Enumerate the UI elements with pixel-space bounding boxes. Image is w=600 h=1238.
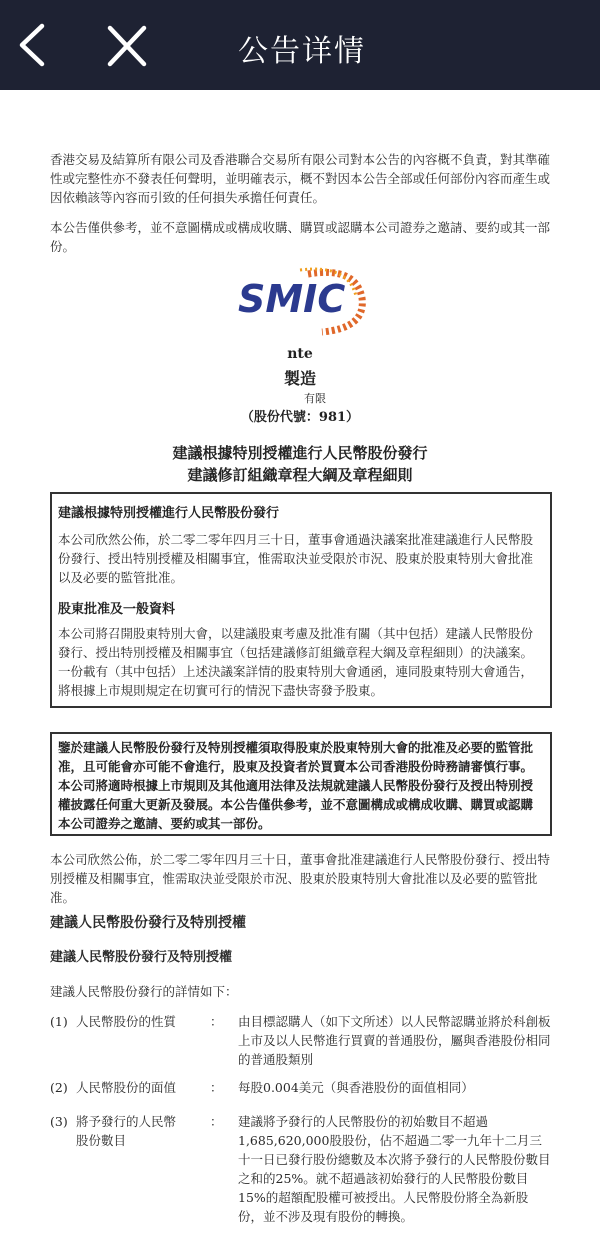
detail-item-colon: ： (210, 1014, 223, 1029)
disclaimer-paragraph-2: 本公告僅供參考，並不意圖構成或構成收購、購買或認購本公司證券之邀請、要約或其一部份。 (50, 220, 551, 254)
stock-code: （股份代號：981） (240, 410, 360, 425)
page-title: 公告详情 (238, 34, 366, 69)
sub-heading: 建議人民幣股份發行及特別授權 (50, 950, 233, 965)
details-intro: 建議人民幣股份發行的詳情如下： (50, 984, 238, 999)
company-name-line1: nte (287, 346, 313, 362)
intro-paragraph: 本公司欣然公佈，於二零二零年四月三十日，董事會批准建議進行人民幣股份發行、授出特別授權及相關事宜，惟需取決並受限於市況、股東於股東特別大會批准以及必要的監管批准。 (50, 852, 551, 905)
back-chevron-icon (14, 22, 54, 68)
detail-item-label: 人民幣股份的面值 (76, 1080, 177, 1095)
detail-item-value: 建議將予發行的人民幣股份的初始數目不超過1,685,620,000股股份，佔不超過二零一九年十二月三十一日已發行股份總數及本次將予發行的人民幣股份數目之和的25%。就不超過該初始發行的人民幣股份數目15%的超額配股權可被授出。人民幣股份將全為新股份，並不涉及現有股份的轉換。 (238, 1114, 551, 1224)
detail-item-value: 每股0.004美元（與香港股份的面值相同） (238, 1080, 474, 1095)
announcement-title-line1: 建議根據特別授權進行人民幣股份發行 (172, 444, 428, 462)
announcement-title-line2: 建議修訂組織章程大綱及章程細則 (187, 466, 413, 484)
company-name-line3: 有限 (304, 392, 326, 405)
detail-item-label: 人民幣股份的性質 (76, 1014, 177, 1029)
summary-heading-2: 股東批准及一般資料 (58, 602, 176, 617)
announcement-document[interactable] (0, 90, 600, 1238)
warning-box (50, 732, 552, 836)
detail-item-colon: ： (210, 1080, 223, 1095)
summary-box (50, 492, 552, 708)
close-icon (104, 24, 150, 68)
svg-text:SMIC: SMIC (238, 277, 346, 321)
summary-text-2: 本公司將召開股東特別大會，以建議股東考慮及批准有關（其中包括）建議人民幣股份發行、授出特別授權及相關事宜（包括建議修訂組織章程大綱及章程細則）的決議案。一份載有（其中包括）上述決議案詳情的股東特別大會通函，連同股東特別大會通告，將根據上市規則規定在切實可行的情況下盡快寄發予股東。 (58, 626, 534, 698)
company-name-line2: 製造 (283, 369, 316, 388)
detail-item-number: (3) (50, 1114, 68, 1129)
summary-text-1: 本公司欣然公佈，於二零二零年四月三十日，董事會通過決議案批准建議進行人民幣股份發行、授出特別授權及相關事宜，惟需取決並受限於市況、股東於股東特別大會批准以及必要的監管批准。 (58, 532, 534, 585)
detail-item-number: (2) (50, 1080, 68, 1095)
back-button[interactable] (14, 22, 54, 68)
disclaimer-paragraph-1: 香港交易及結算所有限公司及香港聯合交易所有限公司對本公告的內容概不負責，對其準確性或完整性亦不發表任何聲明，並明確表示，概不對因本公告全部或任何部份內容而產生或因依賴該等內容而引致的任何損失承擔任何責任。 (50, 152, 551, 205)
detail-item-value: 由目標認購人（如下文所述）以人民幣認購並將於科創板上市及以人民幣進行買賣的普通股份，屬與香港股份相同的普通股類別 (238, 1014, 551, 1067)
detail-item-label: 將予發行的人民幣 (76, 1114, 177, 1129)
close-button[interactable] (104, 24, 150, 68)
warning-text: 鑒於建議人民幣股份發行及特別授權須取得股東於股東特別大會的批准及必要的監管批准，且可能會亦可能不會進行，股東及投資者於買賣本公司香港股份時務請審慎行事。本公司將適時根據上市規則及其他適用法律及法規就建議人民幣股份發行及授出特別授權披露任何重大更新及發展。本公告僅供參考，並不意圖構成或構成收購、購買或認購本公司證券之邀請、要約或其一部份。 (58, 740, 534, 831)
detail-item-number: (1) (50, 1014, 68, 1029)
section-heading: 建議人民幣股份發行及特別授權 (50, 915, 246, 931)
top-nav-bar (0, 0, 600, 90)
summary-heading-1: 建議根據特別授權進行人民幣股份發行 (58, 506, 280, 521)
detail-item-label-cont: 股份數目 (76, 1133, 127, 1148)
company-logo (238, 266, 368, 336)
detail-item-colon: ： (210, 1114, 223, 1129)
